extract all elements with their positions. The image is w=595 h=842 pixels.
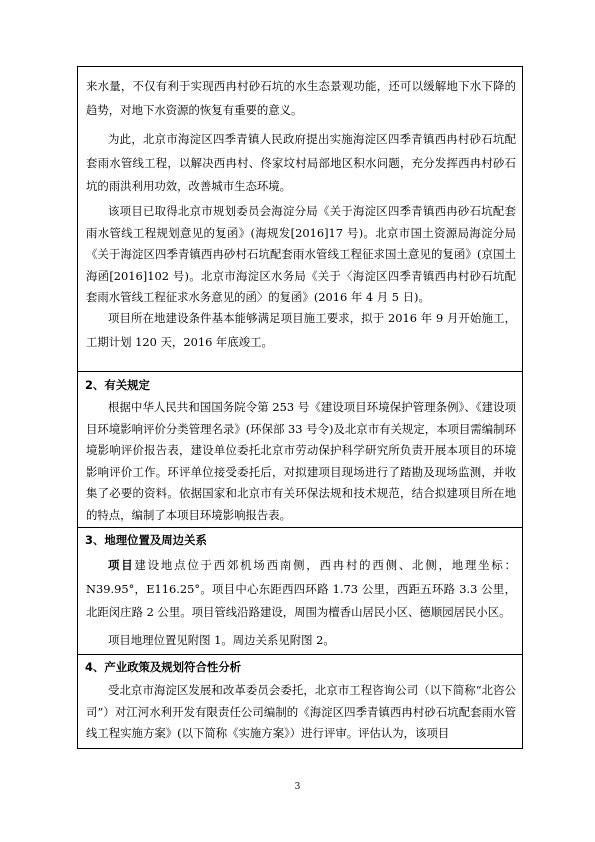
paragraph-location bbox=[86, 554, 516, 625]
section-heading-regulations: 2、有关规定 bbox=[85, 378, 150, 392]
paragraph-figure-references: 项目地理位置见附图 1。周边关系见附图 2。 bbox=[108, 633, 335, 647]
section-divider bbox=[78, 654, 522, 655]
paragraph-schedule: 项目所在地建设条件基本能够满足项目施工要求，拟于 2016 年 9 月开始施工，工期计划 120 天，2016 年底竣工。 bbox=[86, 311, 516, 349]
paragraph-policy: 受北京市海淀区发展和改革委员会委托，北京市工程咨询公司（以下简称“北咨公司”）对江河水利开发有限责任公司编制的《海淀区四季青镇西冉村砂石坑配套雨水管线工程实施方案》(以下简称《实施方案》）进行评审。评估认为，该项目 bbox=[86, 683, 516, 740]
paragraph-regulations: 根据中华人民共和国国务院令第 253 号《建设项目环境保护管理条例》、《建设项目环境影响评价分类管理名录》(环保部 33 号令)及北京市有关规定，本项目需编制环境影响评价报告表，建设单位委托北京市劳动保护科学研究所负责开展本项目的环境影响评价工作。环评单位接受委托后，对拟建项目现场进行了踏勘及现场监测，并收集了必要的资料。依据国家和北京市有关环保法规和技术规范，结合拟建项目所在地的特点，编制了本项目环境影响报告表。 bbox=[86, 400, 516, 522]
location-lead-word: 项目 bbox=[108, 558, 135, 572]
location-text: 建设地点位于西郊机场西南侧，西冉村的西侧、北侧，地理坐标：N39.95°，E116.25°。项目中心东距西四环路 1.73 公里，西距五环路 3.3 公里，北距闵庄路 2 公里。项目管线沿路建设，周围为檀香山居民小区、德顺园居民小区。 bbox=[86, 558, 516, 619]
section-divider bbox=[78, 527, 522, 528]
section-divider bbox=[78, 371, 522, 372]
paragraph-government-proposal: 为此，北京市海淀区四季青镇人民政府提出实施海淀区四季青镇西冉村砂石坑配套雨水管线工程，以解决西冉村、佟家坟村局部地区积水问题，充分发挥西冉村砂石坑的雨洪利用功效，改善城市生态环境。 bbox=[86, 132, 516, 193]
page-number: 3 bbox=[294, 782, 301, 792]
section-heading-policy: 4、产业政策及规划符合性分析 bbox=[85, 660, 242, 674]
paragraph-water-volume: 来水量，不仅有利于实现西冉村砂石坑的水生态景观功能，还可以缓解地下水下降的趋势，对地下水资源的恢复有重要的意义。 bbox=[86, 79, 516, 117]
paragraph-approvals: 该项目已取得北京市规划委员会海淀分局《关于海淀区四季青镇西冉砂石坑配套雨水管线工程规划意见的复函》(海规发[2016]17 号)。北京市国土资源局海淀分局《关于海淀区四季青镇西冉砂村石坑配套雨水管线工程征求国土意见的复函》(京国土海函[2016]102 号)。北京市海淀区水务局《关于〈海淀区四季青镇西冉村砂石坑配套雨水管线工程征求水务意见的函〉的复函》(2016 年 4 月 5 日)。 bbox=[86, 204, 516, 304]
section-heading-location: 3、地理位置及周边关系 bbox=[85, 533, 207, 547]
